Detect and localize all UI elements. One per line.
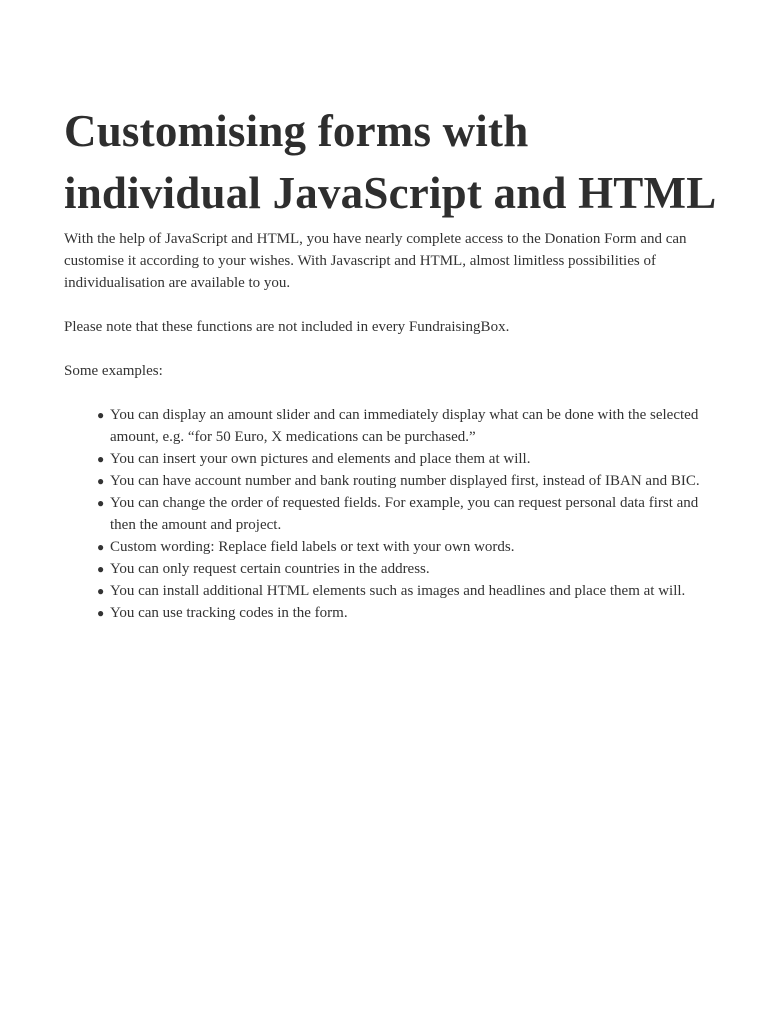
bullet-icon: ● [97,452,105,466]
bullet-icon: ● [97,540,105,554]
bullet-icon: ● [97,408,105,422]
page-title: Customising forms with individual JavaScript and HTML [64,106,717,218]
paragraph-spacer [64,294,724,316]
list-item-text: You can insert your own pictures and elements and place them at will. [110,451,531,467]
list-item-text: You can use tracking codes in the form. [110,605,348,621]
bullet-icon: ● [97,496,105,510]
bullet-icon: ● [97,562,105,576]
examples-label: Some examples: [64,363,163,379]
article [64,100,724,624]
bullet-icon: ● [97,584,105,598]
list-item [97,580,724,602]
bullet-icon: ● [97,474,105,488]
examples-list [64,404,724,624]
list-item-text: You can install additional HTML elements such as images and headlines and place them at will. [110,583,686,599]
list-item [97,536,724,558]
list-item-text: You can only request certain countries in the address. [110,561,430,577]
list-item [97,602,724,624]
list-item-text: You can change the order of requested fields. For example, you can request personal data first and then the amount and project. [110,495,699,533]
bullet-icon: ● [97,606,105,620]
list-item [97,470,724,492]
list-item-text: Custom wording: Replace field labels or text with your own words. [110,539,515,555]
list-item-text: You can display an amount slider and can immediately display what can be done with the selected amount, e.g. “for 50 Euro, X medications can be purchased.” [110,407,699,445]
availability-note: Please note that these functions are not included in every FundraisingBox. [64,319,510,335]
list-item-text: You can have account number and bank routing number displayed first, instead of IBAN and BIC. [110,473,700,489]
paragraph-spacer [64,338,724,360]
list-item [97,492,724,536]
intro-paragraph: With the help of JavaScript and HTML, you have nearly complete access to the Donation Form and can customise it according to your wishes. With Javascript and HTML, almost limitless possibilities of individualisation are available to you. [64,231,687,291]
list-item [97,558,724,580]
list-item [97,404,724,448]
list-item [97,448,724,470]
